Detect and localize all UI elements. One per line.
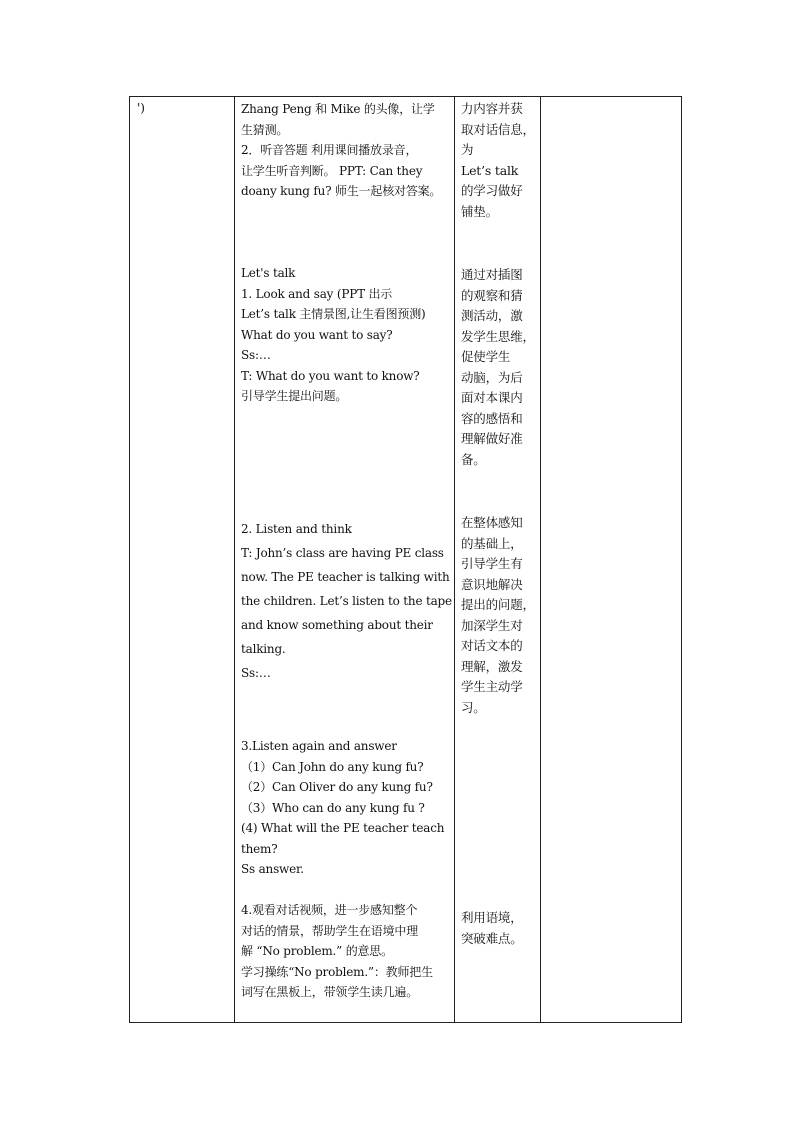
text-line: 4.观看对话视频，进一步感知整个 xyxy=(241,903,418,917)
text-line: 面对本课内 xyxy=(461,390,523,405)
text-line: now. The PE teacher is talking with xyxy=(241,570,450,584)
text-line: 为 xyxy=(461,142,474,157)
text-line: 学生主动学 xyxy=(461,679,523,694)
text-line: （3）Who can do any kung fu ? xyxy=(241,800,425,815)
text-line: 词写在黑板上，带领学生读几遍。 xyxy=(241,985,419,999)
column-divider-2 xyxy=(454,97,455,1022)
text-line: 容的感悟和 xyxy=(461,410,523,426)
text-line: T: What do you want to know? xyxy=(241,368,420,383)
text-line: What do you want to say? xyxy=(241,327,393,342)
text-line: Ss answer. xyxy=(241,862,304,876)
text-line: 1. Look and say (PPT 出示 xyxy=(241,286,393,301)
text-line: 通过对插图 xyxy=(461,267,523,282)
purpose-note-1 xyxy=(461,99,535,222)
text-line: 对话文本的 xyxy=(461,638,523,653)
text-line: 对话的情景，帮助学生在语境中理 xyxy=(241,923,419,938)
text-line: （2）Can Oliver do any kung fu? xyxy=(241,780,433,794)
text-line: 2．听音答题 利用课间播放录音， xyxy=(241,143,418,157)
text-line: 提出的问题， xyxy=(461,597,535,612)
purpose-note-4 xyxy=(461,908,523,949)
text-line: 突破难点。 xyxy=(461,930,523,946)
text-line: 取对话信息， xyxy=(461,121,535,137)
text-line: 发学生思维， xyxy=(461,328,535,344)
text-line: 的学习做好 xyxy=(461,183,523,198)
text-line: and know something about their xyxy=(241,618,433,632)
step-column-mark: ') xyxy=(137,101,145,115)
column-divider-3 xyxy=(540,97,541,1022)
text-line: 让学生听音判断。 PPT: Can they xyxy=(241,163,423,178)
text-line: 的观察和猜 xyxy=(461,287,523,303)
lets-talk-block xyxy=(241,263,425,407)
text-line: 在整体感知 xyxy=(461,515,523,530)
video-practice-block xyxy=(241,900,433,1003)
purpose-note-2 xyxy=(461,265,535,470)
text-line: doany kung fu? 师生一起核对答案。 xyxy=(241,184,442,198)
text-line: 铺垫。 xyxy=(461,203,498,219)
lesson-plan-table xyxy=(129,96,682,1023)
text-line: 解 “No problem.” 的意思。 xyxy=(241,944,393,958)
text-line: 习。 xyxy=(461,699,486,715)
text-line: 力内容并获 xyxy=(461,101,523,116)
text-line: 引导学生有 xyxy=(461,556,523,571)
text-line: 备。 xyxy=(461,451,486,467)
text-line: (4) What will the PE teacher teach xyxy=(241,821,445,835)
purpose-note-3 xyxy=(461,513,535,718)
text-line: 促使学生 xyxy=(461,349,511,364)
text-line: T: John’s class are having PE class xyxy=(241,546,444,560)
text-line: 3.Listen again and answer xyxy=(241,739,397,753)
text-line: 加深学生对 xyxy=(461,617,523,633)
text-line: Let’s talk xyxy=(461,162,519,178)
text-line: them? xyxy=(241,841,278,856)
text-line: Ss:… xyxy=(241,348,271,362)
text-line: 学习操练“No problem.”：教师把生 xyxy=(241,964,433,979)
text-line: Let's talk xyxy=(241,266,296,280)
listen-think-block xyxy=(241,517,452,685)
text-line: 测活动，激 xyxy=(461,308,523,323)
text-line: the children. Let’s listen to the tape xyxy=(241,594,452,608)
text-line: 生猜测。 xyxy=(241,122,289,137)
column-divider-1 xyxy=(234,97,235,1022)
text-line: 的基础上， xyxy=(461,535,523,551)
text-line: 引导学生提出问题。 xyxy=(241,389,348,403)
text-line: 理解，激发 xyxy=(461,658,523,674)
text-line: 理解做好准 xyxy=(461,431,523,446)
intro-block xyxy=(241,99,441,202)
listen-answer-block xyxy=(241,736,444,880)
text-line: 2. Listen and think xyxy=(241,522,352,536)
text-line: （1）Can John do any kung fu? xyxy=(241,759,424,774)
text-line: talking. xyxy=(241,642,286,656)
text-line: Zhang Peng 和 Mike 的头像，让学 xyxy=(241,102,435,116)
text-line: Ss:… xyxy=(241,666,271,680)
text-line: 利用语境， xyxy=(461,910,523,925)
text-line: 意识地解决 xyxy=(461,576,523,592)
text-line: Let’s talk 主情景图,让生看图预测) xyxy=(241,307,426,321)
text-line: 动脑，为后 xyxy=(461,369,523,385)
